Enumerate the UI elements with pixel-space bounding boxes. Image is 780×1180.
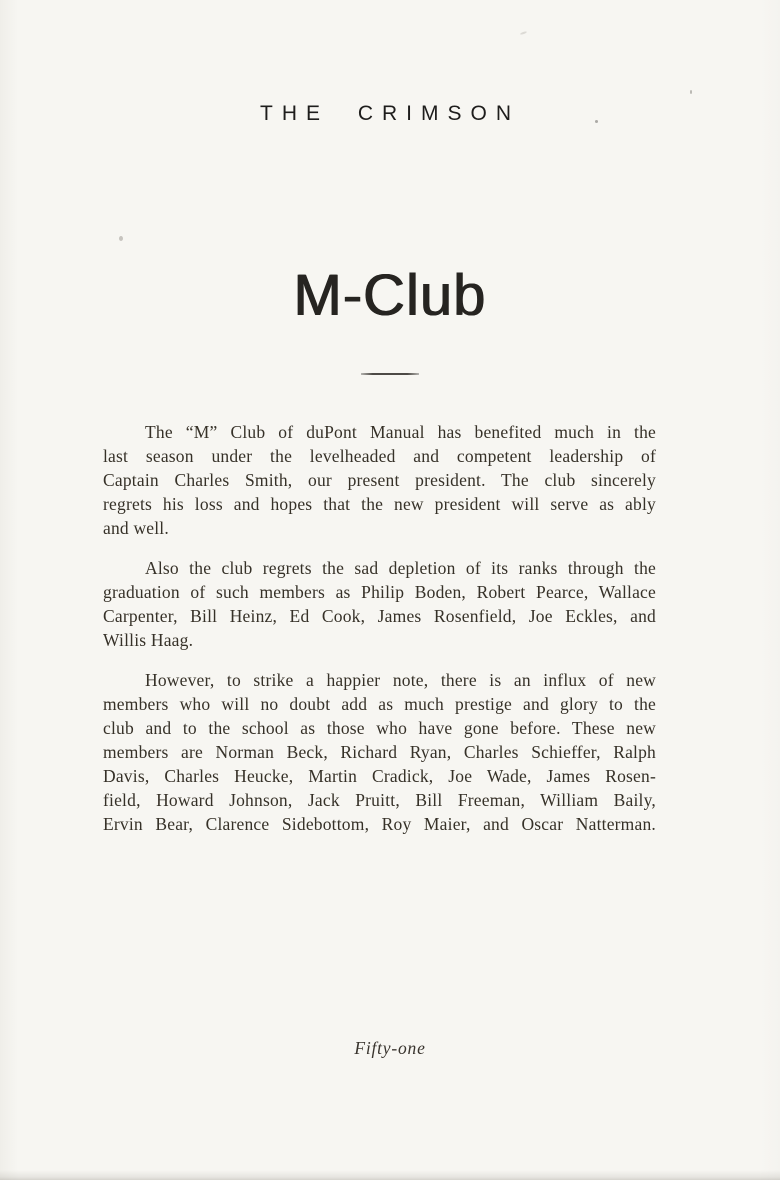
running-head: THE CRIMSON xyxy=(260,102,520,125)
article-body xyxy=(103,420,656,852)
paragraph xyxy=(103,420,656,540)
text-line: members are Norman Beck, Richard Ryan, Charles Schieffer, Ralph xyxy=(103,742,656,762)
scan-speck xyxy=(119,236,123,241)
text-line: and well. xyxy=(103,518,169,538)
text-line: The “M” Club of duPont Manual has benefited much in the xyxy=(145,422,656,442)
title-divider xyxy=(361,373,419,375)
text-line: regrets his loss and hopes that the new president will serve as ably xyxy=(103,494,656,514)
scan-speck xyxy=(595,120,598,123)
text-line: Ervin Bear, Clarence Sidebottom, Roy Maier, and Oscar Natterman. xyxy=(103,814,656,834)
paragraph xyxy=(103,556,656,652)
scan-speck xyxy=(520,31,527,35)
text-line: graduation of such members as Philip Boden, Robert Pearce, Wallace xyxy=(103,582,656,602)
text-line: last season under the levelheaded and competent leadership of xyxy=(103,446,656,466)
text-line: club and to the school as those who have gone before. These new xyxy=(103,718,656,738)
page-title: M-Club xyxy=(293,263,487,328)
scan-speck xyxy=(690,90,692,94)
paragraph xyxy=(103,668,656,836)
text-line: members who will no doubt add as much prestige and glory to the xyxy=(103,694,656,714)
text-line: However, to strike a happier note, there is an influx of new xyxy=(145,670,656,690)
text-line: field, Howard Johnson, Jack Pruitt, Bill Freeman, William Baily, xyxy=(103,790,656,810)
text-line: Willis Haag. xyxy=(103,630,194,650)
page-number: Fifty-one xyxy=(354,1038,426,1058)
text-line: Also the club regrets the sad depletion of its ranks through the xyxy=(145,558,656,578)
text-line: Captain Charles Smith, our present president. The club sincerely xyxy=(103,470,656,490)
scan-edge-shadow xyxy=(0,1170,780,1180)
text-line: Carpenter, Bill Heinz, Ed Cook, James Rosenfield, Joe Eckles, and xyxy=(103,606,656,626)
text-line: Davis, Charles Heucke, Martin Cradick, Joe Wade, James Rosen- xyxy=(103,766,656,786)
